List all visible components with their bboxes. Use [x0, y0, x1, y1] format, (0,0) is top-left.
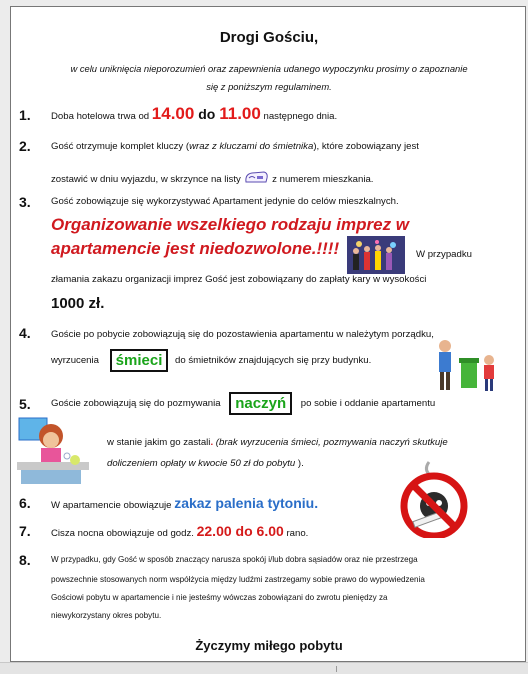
- intro-text: [25, 60, 513, 96]
- rule-5-l1a: Goście zobowiązują się do pozmywania: [51, 398, 221, 409]
- rule-8-line-3: Gościowi pobytu w apartamencie i nie jesteśmy wówczas zobowiązani do zwrotu pieniędzy za: [51, 593, 388, 602]
- rule-5-l3: doliczeniem opłaty w kwocie 50 zł do pobytu: [107, 458, 296, 469]
- rule-5-l2b: (brak wyrzucenia śmieci, pozmywania naczyń skutkuje: [215, 437, 448, 448]
- bottom-scroll-edge: [0, 662, 528, 674]
- checkout-time: 11.00: [219, 104, 261, 123]
- rule-7-text: [51, 523, 308, 539]
- party-ban-line-2: apartamencie jest niedozwolone.!!!!: [51, 239, 340, 258]
- rule-8-line-2: powszechnie stosowanych norm współżycia między ludźmi zastrzegamy sobie prawo do wypowiedzenia: [51, 575, 425, 584]
- rule-2-l1b: wraz z kluczami do śmietnika: [189, 141, 314, 152]
- rule-3-line-3: [51, 239, 339, 259]
- penalty-amount: 1000 zł.: [51, 295, 105, 312]
- rule-5-line-2: [107, 437, 448, 448]
- rule-6-a: W apartamencie obowiązuje: [51, 500, 175, 511]
- rule-number: 3.: [19, 194, 31, 210]
- recycling-family-icon: [431, 338, 503, 396]
- rule-number: 1.: [19, 107, 31, 123]
- rule-4-line-2: [51, 349, 371, 372]
- party-ban-line-1: Organizowanie wszelkiego rodzaju imprez w: [51, 215, 410, 234]
- rule-number: 7.: [19, 523, 31, 539]
- rule-1-text: [51, 104, 337, 124]
- rule-3-l3b: W przypadku: [416, 249, 472, 260]
- rule-5-l2dot: .: [210, 437, 214, 448]
- rule-5-l1c: po sobie i oddanie apartamentu: [300, 398, 436, 409]
- rule-number: 4.: [19, 325, 31, 341]
- rule-number: 6.: [19, 495, 31, 511]
- rule-2-l2a: zostawić w dniu wyjazdu, w skrzynce na listy: [51, 174, 241, 185]
- dishes-highlight: naczyń: [229, 392, 292, 415]
- rule-5-line-3: [107, 458, 304, 469]
- rule-5-line-1: [51, 392, 517, 415]
- rule-6-text: [51, 495, 318, 511]
- rule-5-l2a: w stanie jakim go zastali: [107, 437, 211, 448]
- page-title: Drogi Gościu,: [219, 29, 319, 46]
- dishwashing-icon: [17, 416, 89, 486]
- rule-1-a: Doba hotelowa trwa od: [51, 111, 152, 122]
- rule-2-line-2: [51, 170, 373, 186]
- intro-line-2: się z poniższym regulaminem.: [206, 81, 332, 92]
- no-smoking-icon: [399, 458, 469, 538]
- closing-text: Życzymy miłego pobytu: [195, 638, 343, 653]
- rule-4-l2c: do śmietników znajdujących się przy budynku.: [175, 355, 372, 366]
- rule-number: 5.: [19, 396, 31, 412]
- rule-7-a: Cisza nocna obowiązuje od godz.: [51, 528, 197, 539]
- party-icon: [347, 236, 405, 274]
- rule-2-l2b: z numerem mieszkania.: [272, 174, 374, 185]
- rule-7-c: rano.: [283, 528, 309, 539]
- rule-1-c: do: [194, 106, 220, 122]
- trash-highlight: śmieci: [110, 349, 169, 372]
- smoking-ban: zakaz palenia tytoniu.: [174, 495, 319, 511]
- rule-2-l1c: ), które zobowiązany jest: [313, 141, 419, 152]
- intro-line-1: w celu uniknięcia nieporozumień oraz zapewnienia udanego wypoczynku prosimy o zapoznanie: [70, 63, 468, 74]
- quiet-hours: 22.00 do 6.00: [196, 523, 284, 539]
- rule-5-l3b: ).: [297, 458, 304, 469]
- mailbox-icon: [243, 170, 269, 186]
- rule-2-l1a: Gość otrzymuje komplet kluczy (: [51, 141, 190, 152]
- rule-1-e: następnego dnia.: [260, 111, 338, 122]
- rule-3-line-4: złamania zakazu organizacji imprez Gość jest zobowiązany do zapłaty kary w wysokości: [51, 274, 427, 285]
- rule-3-line-1: Gość zobowiązuje się wykorzystywać Apartament jedynie do celów mieszkalnych.: [51, 196, 399, 207]
- edge-mark: [336, 666, 337, 672]
- rule-4-l2a: wyrzucenia: [51, 355, 99, 366]
- regulations-page: [10, 6, 526, 662]
- rule-number: 8.: [19, 552, 31, 568]
- rule-8-line-4: niewykorzystany okres pobytu.: [51, 611, 162, 620]
- rule-2-line-1: [51, 141, 419, 152]
- checkin-time: 14.00: [151, 104, 195, 123]
- rule-8-line-1: W przypadku, gdy Gość w sposób znaczący narusza spokój i/lub dobra sąsiadów oraz nie przestrzega: [51, 555, 418, 564]
- rule-4-line-1: Goście po pobycie zobowiązują się do pozostawienia apartamentu w należytym porządku,: [51, 329, 434, 340]
- rule-number: 2.: [19, 138, 31, 154]
